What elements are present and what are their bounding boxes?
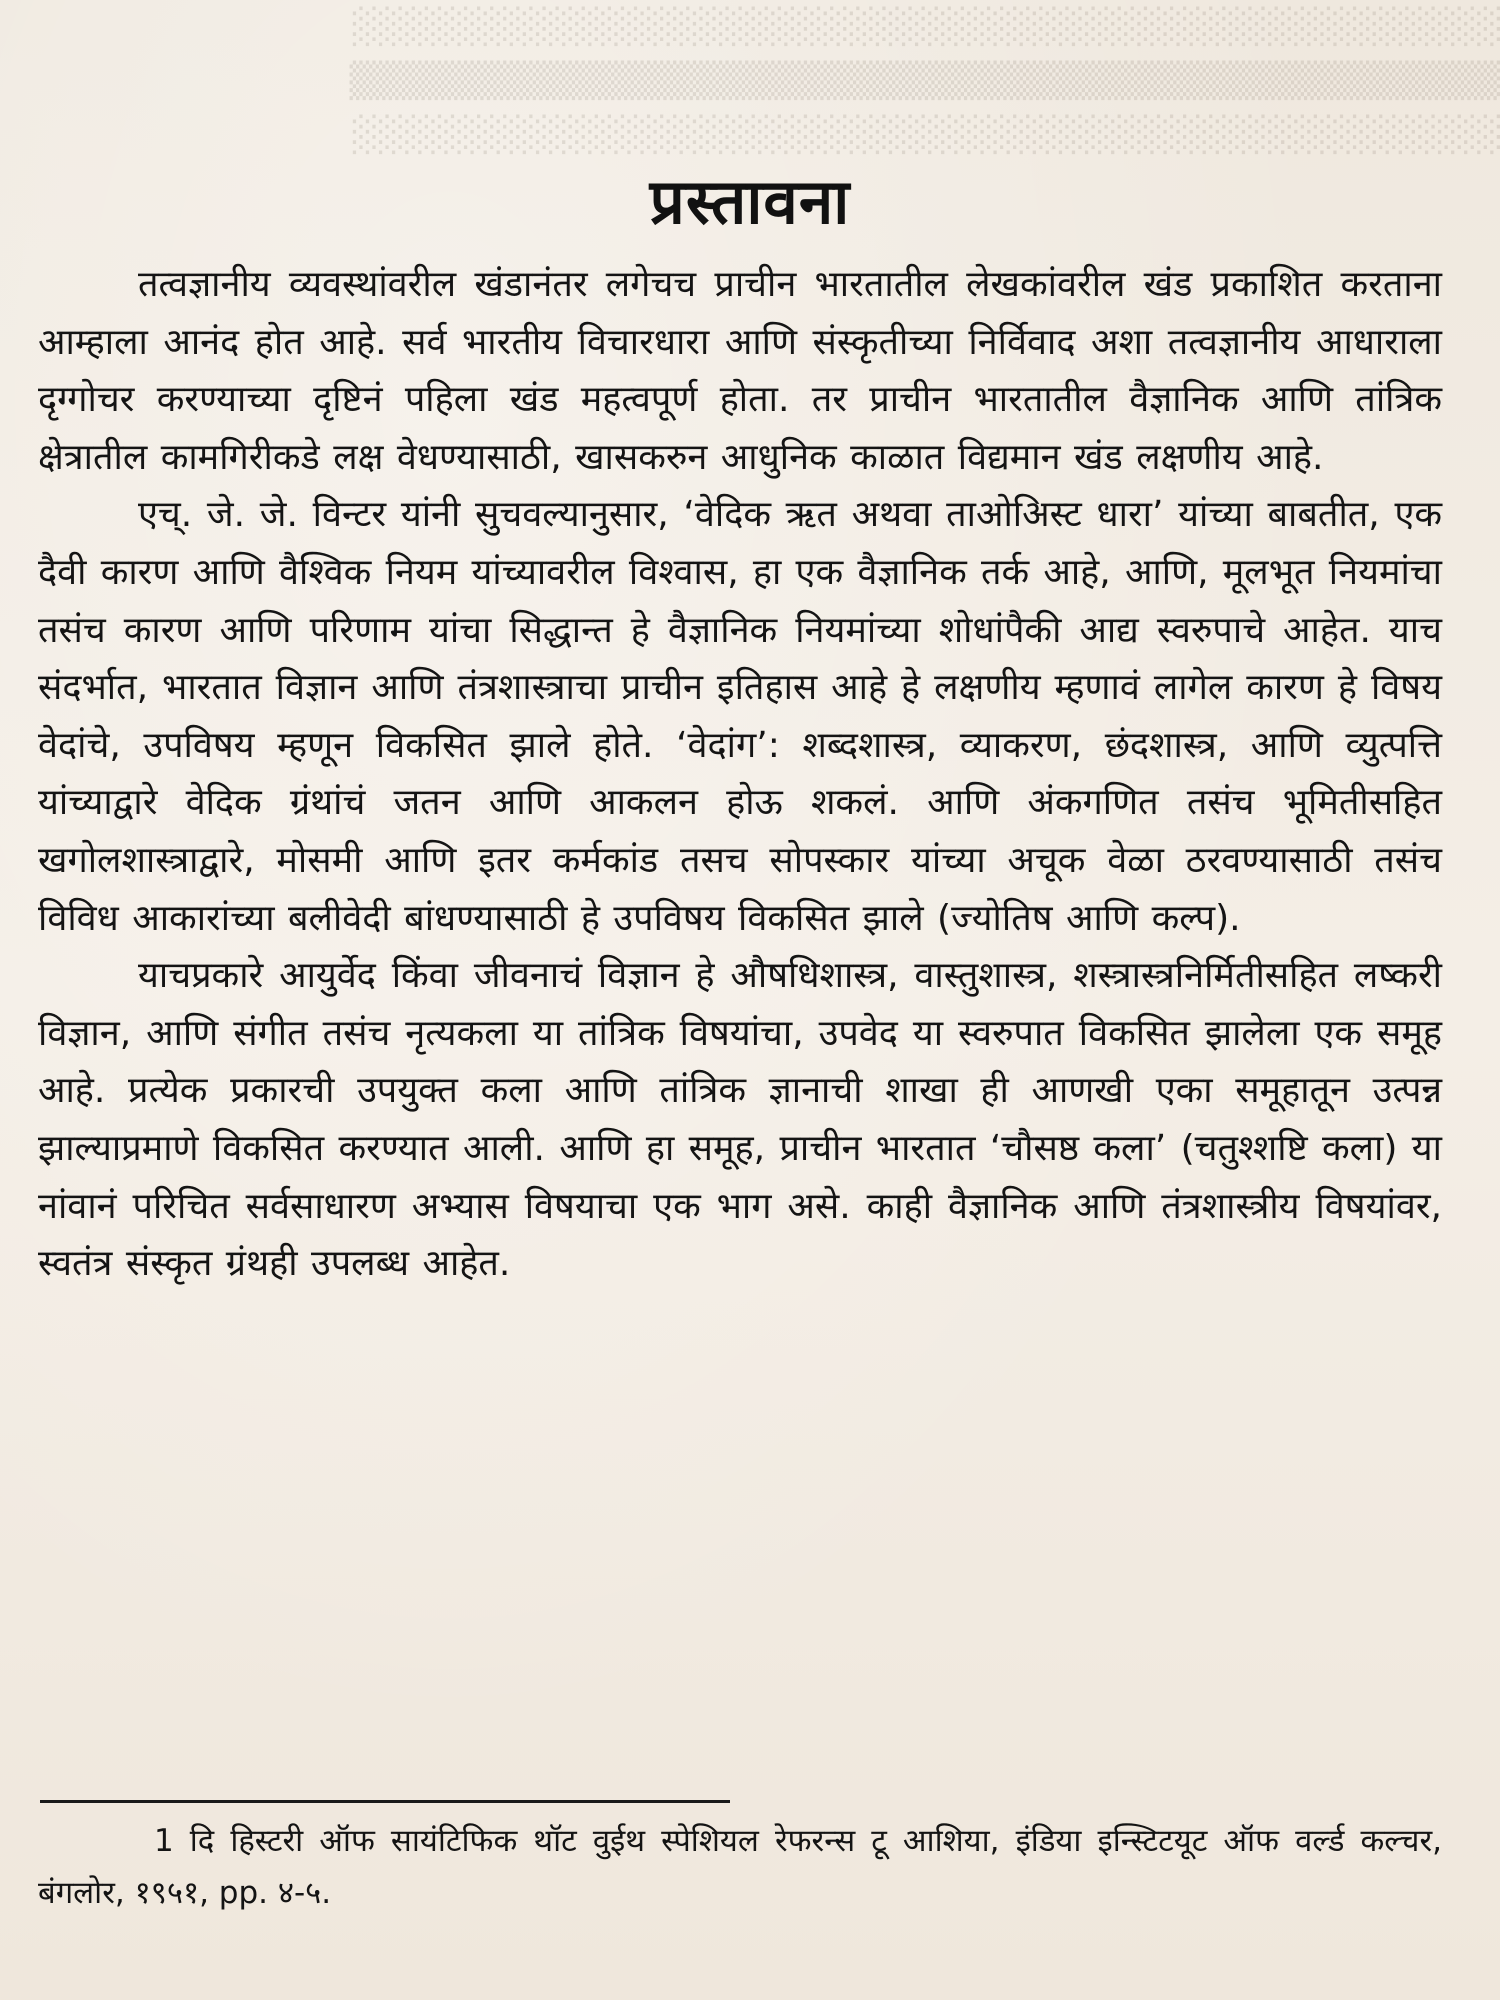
page-title: प्रस्तावना (649, 165, 851, 238)
bleed-through-text: ░░░░░░░░░░░░░░░░░░░░░░░░░░░░░░░░░░░░░░░░░░░░ ▒▒▒▒▒▒▒▒▒▒▒▒▒▒▒▒▒▒▒▒▒▒▒▒▒▒▒▒▒▒▒▒▒▒▒▒▒▒▒▒▒▒▒▒ ░░░░░░░░░░░░░░░░░░░░░░░░░░░░░░░░░░░░░░░░░░░░ (349, 7, 1500, 155)
paragraph-1: तत्वज्ञानीय व्यवस्थांवरील खंडानंतर लगेचच प्राचीन भारतातील लेखकांवरील खंड प्रकाशित करताना आम्हाला आनंद होत आहे. सर्व भारतीय विचारधारा आणि संस्कृतीच्या निर्विवाद अशा तत्वज्ञानीय आधाराला दृग्गोचर करण्याच्या दृष्टिनं पहिला खंड महत्वपूर्ण होता. तर प्राचीन भारतातील वैज्ञानिक आणि तांत्रिक क्षेत्रातील कामगिरीकडे लक्ष वेधण्यासाठी, खासकरुन आधुनिक काळात विद्यमान खंड लक्षणीय आहे. (38, 264, 1442, 478)
paragraph-2: एच्. जे. जे. विन्टर यांनी सुचवल्यानुसार, ‘वेदिक ऋत अथवा ताओअिस्ट धारा’ यांच्या बाबतीत, एक दैवी कारण आणि वैश्विक नियम यांच्यावरील विश्वास, हा एक वैज्ञानिक तर्क आहे, आणि, मूलभूत नियमांचा तसंच कारण आणि परिणाम यांचा सिद्धान्त हे वैज्ञानिक नियमांच्या शोधांपैकी आद्य स्वरुपाचे आहेत. याच संदर्भात, भारतात विज्ञान आणि तंत्रशास्त्राचा प्राचीन इतिहास आहे हे लक्षणीय म्हणावं लागेल कारण हे विषय वेदांचे, उपविषय म्हणून विकसित झाले होते. ‘वेदांग’: शब्दशास्त्र, व्याकरण, छंदशास्त्र, आणि व्युत्पत्ति यांच्याद्वारे वेदिक ग्रंथांचं जतन आणि आकलन होऊ शकलं. आणि अंकगणित तसंच भूमितीसहित खगोलशास्त्राद्वारे, मोसमी आणि इतर कर्मकांड तसच सोपस्कार यांच्या अचूक वेळा ठरवण्यासाठी तसंच विविध आकारांच्या बलीवेदी बांधण्यासाठी हे उपविषय विकसित झाले (ज्योतिष आणि कल्प). (38, 494, 1442, 939)
main-text (38, 256, 1442, 1293)
footnote-divider (40, 1800, 730, 1803)
footnote: 1 दि हिस्टरी ऑफ सायंटिफिक थॉट वुईथ स्पेशियल रेफरन्स टू आशिया, इंडिया इन्स्टिटयूट ऑफ वर्ल्ड कल्चर, बंगलोर, १९५१, pp. ४-५. (38, 1823, 1442, 1911)
paragraph-3: याचप्रकारे आयुर्वेद किंवा जीवनाचं विज्ञान हे औषधिशास्त्र, वास्तुशास्त्र, शस्त्रास्त्रनिर्मितीसहित लष्करी विज्ञान, आणि संगीत तसंच नृत्यकला या तांत्रिक विषयांचा, उपवेद या स्वरुपात विकसित झालेला एक समूह आहे. प्रत्येक प्रकारची उपयुक्त कला आणि तांत्रिक ज्ञानाची शाखा ही आणखी एका समूहातून उत्पन्न झाल्याप्रमाणे विकसित करण्यात आली. आणि हा समूह, प्राचीन भारतात ‘चौसष्ठ कला’ (चतुश्शष्टि कला) या नांवानं परिचित सर्वसाधारण अभ्यास विषयाचा एक भाग असे. काही वैज्ञानिक आणि तंत्रशास्त्रीय विषयांवर, स्वतंत्र संस्कृत ग्रंथही उपलब्ध आहेत. (38, 955, 1442, 1285)
